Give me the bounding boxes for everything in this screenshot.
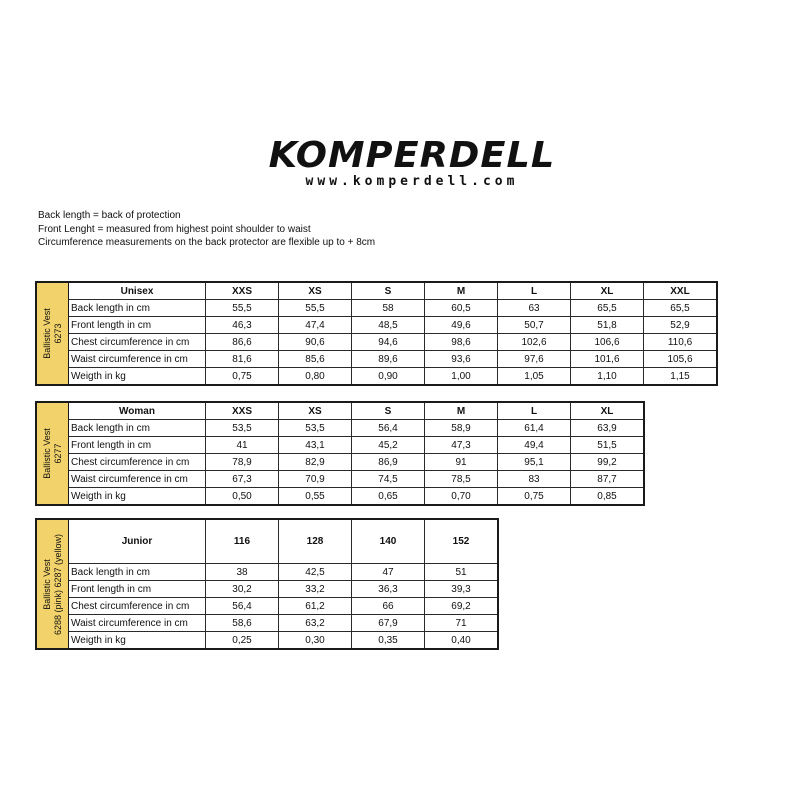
table-row xyxy=(69,632,497,649)
cell-value: 1,00 xyxy=(425,368,498,385)
komperdell-logo xyxy=(252,136,572,190)
cell-value: 1,05 xyxy=(498,368,571,385)
table-row xyxy=(69,300,716,317)
cell-value: 52,9 xyxy=(644,317,717,334)
cell-value: 74,5 xyxy=(352,471,425,488)
product-side-text: Ballistic Vest 6277 xyxy=(42,428,63,479)
size-header: XS xyxy=(279,283,352,300)
cell-value: 63 xyxy=(498,300,571,317)
cell-value: 78,5 xyxy=(425,471,498,488)
cell-value: 95,1 xyxy=(498,454,571,471)
row-label: Weigth in kg xyxy=(69,488,206,505)
size-header: S xyxy=(352,283,425,300)
cell-value: 83 xyxy=(498,471,571,488)
product-side-label xyxy=(37,283,69,384)
cell-value: 33,2 xyxy=(279,581,352,598)
cell-value: 0,75 xyxy=(498,488,571,505)
cell-value: 50,7 xyxy=(498,317,571,334)
table-row xyxy=(69,351,716,368)
cell-value: 0,25 xyxy=(206,632,279,649)
size-table-unisex xyxy=(35,281,718,386)
cell-value: 99,2 xyxy=(571,454,644,471)
logo-url: www.komperdell.com xyxy=(305,174,519,189)
note-front-length: Front Lenght = measured from highest point shoulder to waist xyxy=(38,223,311,235)
table-row xyxy=(69,598,497,615)
cell-value: 0,55 xyxy=(279,488,352,505)
cell-value: 0,80 xyxy=(279,368,352,385)
cell-value: 63,2 xyxy=(279,615,352,632)
row-label: Front length in cm xyxy=(69,317,206,334)
row-label: Waist circumference in cm xyxy=(69,615,206,632)
table-row xyxy=(69,488,643,505)
cell-value: 36,3 xyxy=(352,581,425,598)
cell-value: 71 xyxy=(425,615,498,632)
cell-value: 0,50 xyxy=(206,488,279,505)
cell-value: 49,4 xyxy=(498,437,571,454)
cell-value: 85,6 xyxy=(279,351,352,368)
table-header-row xyxy=(69,283,716,300)
size-table xyxy=(69,403,643,504)
cell-value: 65,5 xyxy=(644,300,717,317)
size-header: M xyxy=(425,403,498,420)
cell-value: 1,10 xyxy=(571,368,644,385)
cell-value: 0,40 xyxy=(425,632,498,649)
cell-value: 58 xyxy=(352,300,425,317)
cell-value: 47,3 xyxy=(425,437,498,454)
size-header: XL xyxy=(571,403,644,420)
cell-value: 69,2 xyxy=(425,598,498,615)
size-header: XS xyxy=(279,403,352,420)
size-table xyxy=(69,520,497,648)
cell-value: 43,1 xyxy=(279,437,352,454)
size-table xyxy=(69,283,716,384)
row-label: Weigth in kg xyxy=(69,632,206,649)
row-label: Chest circumference in cm xyxy=(69,454,206,471)
cell-value: 39,3 xyxy=(425,581,498,598)
row-label: Front length in cm xyxy=(69,437,206,454)
cell-value: 42,5 xyxy=(279,564,352,581)
cell-value: 53,5 xyxy=(206,420,279,437)
cell-value: 86,9 xyxy=(352,454,425,471)
cell-value: 67,9 xyxy=(352,615,425,632)
note-circumference: Circumference measurements on the back protector are flexible up to + 8cm xyxy=(38,237,376,248)
cell-value: 65,5 xyxy=(571,300,644,317)
cell-value: 61,4 xyxy=(498,420,571,437)
cell-value: 0,70 xyxy=(425,488,498,505)
cell-value: 30,2 xyxy=(206,581,279,598)
product-side-text: Ballistic Vest 6273 xyxy=(42,308,63,359)
cell-value: 53,5 xyxy=(279,420,352,437)
cell-value: 46,3 xyxy=(206,317,279,334)
size-header: L xyxy=(498,403,571,420)
cell-value: 48,5 xyxy=(352,317,425,334)
cell-value: 0,75 xyxy=(206,368,279,385)
cell-value: 91 xyxy=(425,454,498,471)
cell-value: 49,6 xyxy=(425,317,498,334)
cell-value: 66 xyxy=(352,598,425,615)
cell-value: 70,9 xyxy=(279,471,352,488)
size-header: L xyxy=(498,283,571,300)
row-label: Front length in cm xyxy=(69,581,206,598)
cell-value: 105,6 xyxy=(644,351,717,368)
table-header-row xyxy=(69,403,643,420)
row-label: Back length in cm xyxy=(69,420,206,437)
product-side-text: Ballistic Vest 6288 (pink) 6287 (yellow) xyxy=(42,533,63,635)
cell-value: 97,6 xyxy=(498,351,571,368)
size-table-junior xyxy=(35,518,499,650)
product-side-label xyxy=(37,403,69,504)
size-table-woman xyxy=(35,401,645,506)
table-title: Unisex xyxy=(69,283,206,300)
table-row xyxy=(69,317,716,334)
row-label: Waist circumference in cm xyxy=(69,471,206,488)
measurement-notes xyxy=(38,209,375,250)
cell-value: 87,7 xyxy=(571,471,644,488)
cell-value: 110,6 xyxy=(644,334,717,351)
row-label: Back length in cm xyxy=(69,564,206,581)
cell-value: 86,6 xyxy=(206,334,279,351)
logo-wordmark: KOMPERDELL xyxy=(268,135,556,176)
size-header: 128 xyxy=(279,520,352,564)
table-row xyxy=(69,454,643,471)
table-row xyxy=(69,564,497,581)
cell-value: 47,4 xyxy=(279,317,352,334)
product-side-label xyxy=(37,520,69,648)
size-header: M xyxy=(425,283,498,300)
size-header: XXS xyxy=(206,403,279,420)
cell-value: 93,6 xyxy=(425,351,498,368)
cell-value: 0,35 xyxy=(352,632,425,649)
table-row xyxy=(69,471,643,488)
cell-value: 67,3 xyxy=(206,471,279,488)
cell-value: 82,9 xyxy=(279,454,352,471)
row-label: Chest circumference in cm xyxy=(69,598,206,615)
row-label: Weigth in kg xyxy=(69,368,206,385)
row-label: Chest circumference in cm xyxy=(69,334,206,351)
table-header-row xyxy=(69,520,497,564)
table-row xyxy=(69,368,716,385)
size-header: S xyxy=(352,403,425,420)
size-header: 140 xyxy=(352,520,425,564)
cell-value: 0,85 xyxy=(571,488,644,505)
cell-value: 58,6 xyxy=(206,615,279,632)
cell-value: 51 xyxy=(425,564,498,581)
cell-value: 1,15 xyxy=(644,368,717,385)
cell-value: 61,2 xyxy=(279,598,352,615)
table-row xyxy=(69,334,716,351)
cell-value: 102,6 xyxy=(498,334,571,351)
cell-value: 58,9 xyxy=(425,420,498,437)
cell-value: 89,6 xyxy=(352,351,425,368)
table-row xyxy=(69,581,497,598)
table-title: Woman xyxy=(69,403,206,420)
table-row xyxy=(69,420,643,437)
cell-value: 0,90 xyxy=(352,368,425,385)
cell-value: 56,4 xyxy=(206,598,279,615)
cell-value: 41 xyxy=(206,437,279,454)
cell-value: 38 xyxy=(206,564,279,581)
cell-value: 55,5 xyxy=(206,300,279,317)
cell-value: 60,5 xyxy=(425,300,498,317)
cell-value: 106,6 xyxy=(571,334,644,351)
cell-value: 90,6 xyxy=(279,334,352,351)
row-label: Back length in cm xyxy=(69,300,206,317)
cell-value: 55,5 xyxy=(279,300,352,317)
cell-value: 63,9 xyxy=(571,420,644,437)
table-row xyxy=(69,437,643,454)
cell-value: 56,4 xyxy=(352,420,425,437)
cell-value: 51,5 xyxy=(571,437,644,454)
size-header: XXL xyxy=(644,283,717,300)
size-header: 116 xyxy=(206,520,279,564)
size-header: XL xyxy=(571,283,644,300)
size-header: 152 xyxy=(425,520,498,564)
cell-value: 81,6 xyxy=(206,351,279,368)
cell-value: 0,65 xyxy=(352,488,425,505)
cell-value: 101,6 xyxy=(571,351,644,368)
row-label: Waist circumference in cm xyxy=(69,351,206,368)
note-back-length: Back length = back of protection xyxy=(38,210,181,221)
cell-value: 47 xyxy=(352,564,425,581)
cell-value: 45,2 xyxy=(352,437,425,454)
table-title: Junior xyxy=(69,520,206,564)
cell-value: 78,9 xyxy=(206,454,279,471)
table-row xyxy=(69,615,497,632)
cell-value: 98,6 xyxy=(425,334,498,351)
cell-value: 0,30 xyxy=(279,632,352,649)
cell-value: 51,8 xyxy=(571,317,644,334)
cell-value: 94,6 xyxy=(352,334,425,351)
size-header: XXS xyxy=(206,283,279,300)
